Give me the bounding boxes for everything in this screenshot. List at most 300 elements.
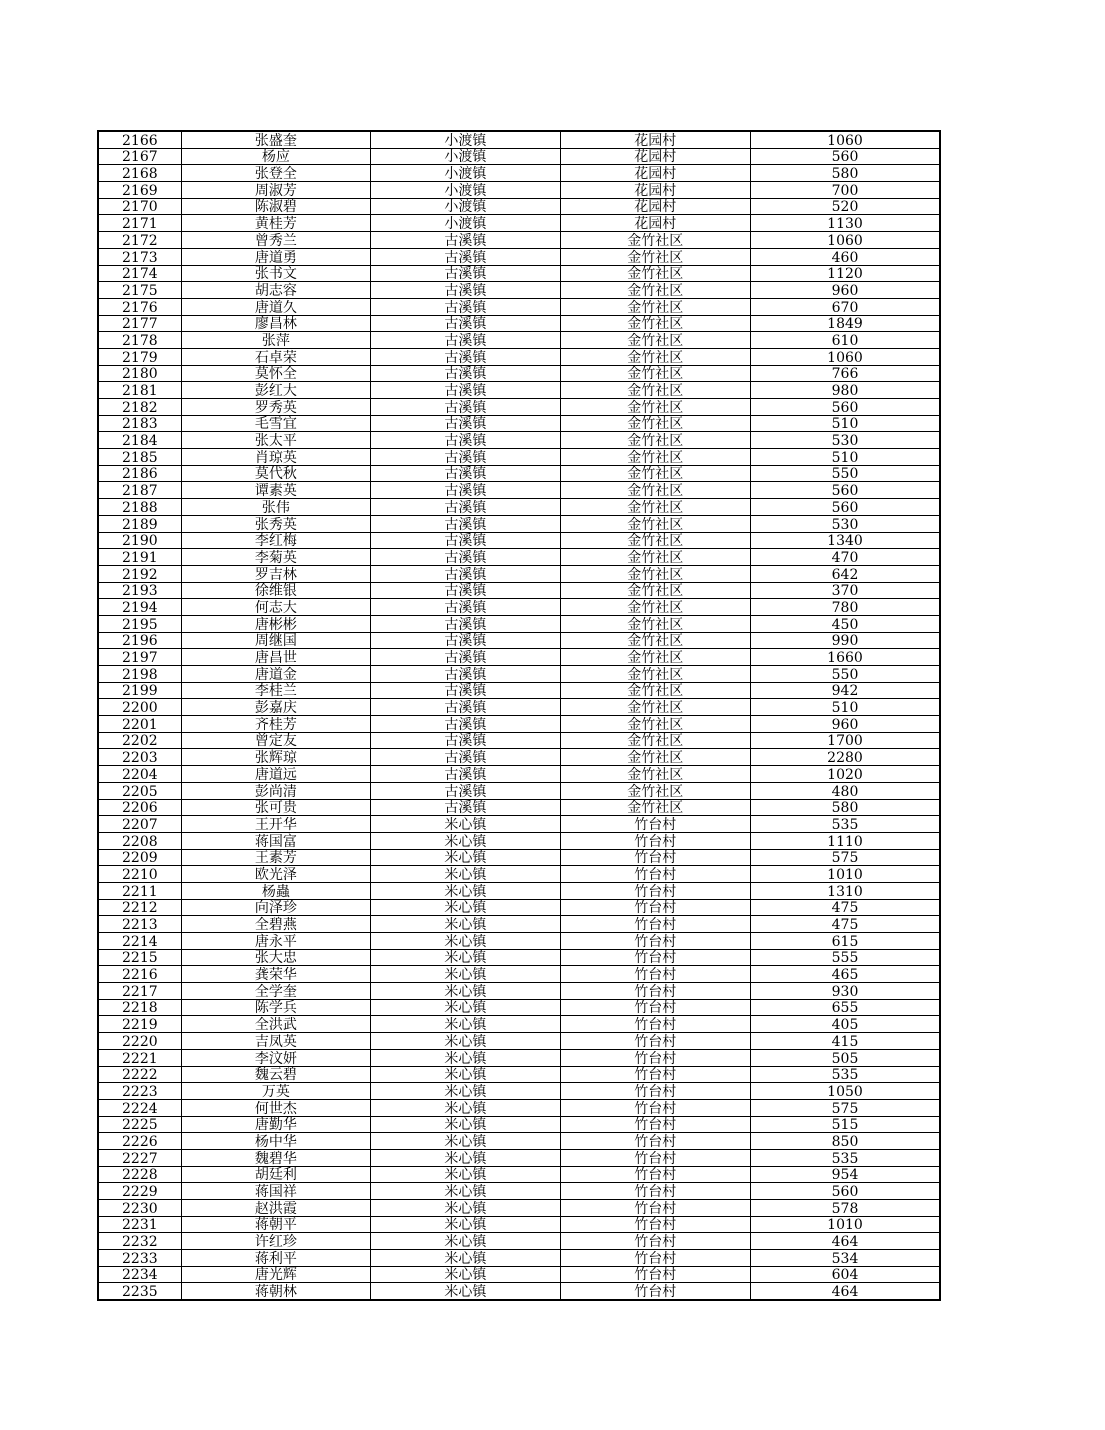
town-cell: 小渡镇: [371, 131, 560, 148]
town-cell: 古溪镇: [371, 565, 560, 582]
row-number-cell: 2199: [98, 682, 181, 699]
amount-cell: 766: [751, 365, 941, 382]
table-row: [98, 265, 940, 282]
town-cell: 古溪镇: [371, 482, 560, 499]
town-cell: 米心镇: [371, 1183, 560, 1200]
amount-cell: 942: [751, 682, 941, 699]
table-row: [98, 1233, 940, 1250]
name-cell: 黄桂芳: [181, 215, 370, 232]
town-cell: 古溪镇: [371, 415, 560, 432]
village-cell: 金竹社区: [560, 649, 750, 666]
name-cell: 李红梅: [181, 532, 370, 549]
name-cell: 周淑芳: [181, 182, 370, 199]
row-number-cell: 2203: [98, 749, 181, 766]
name-cell: 胡廷利: [181, 1166, 370, 1183]
village-cell: 竹台村: [560, 1283, 750, 1300]
row-number-cell: 2214: [98, 933, 181, 950]
row-number-cell: 2210: [98, 866, 181, 883]
village-cell: 金竹社区: [560, 632, 750, 649]
village-cell: 竹台村: [560, 1216, 750, 1233]
village-cell: 金竹社区: [560, 315, 750, 332]
town-cell: 古溪镇: [371, 499, 560, 516]
amount-cell: 642: [751, 565, 941, 582]
name-cell: 李桂兰: [181, 682, 370, 699]
table-row: [98, 1283, 940, 1300]
name-cell: 石卓荣: [181, 348, 370, 365]
table-row: [98, 1033, 940, 1050]
table-row: [98, 399, 940, 416]
village-cell: 竹台村: [560, 816, 750, 833]
village-cell: 金竹社区: [560, 348, 750, 365]
town-cell: 古溪镇: [371, 632, 560, 649]
amount-cell: 1060: [751, 348, 941, 365]
row-number-cell: 2182: [98, 399, 181, 416]
village-cell: 花园村: [560, 198, 750, 215]
town-cell: 小渡镇: [371, 215, 560, 232]
table-row: [98, 1166, 940, 1183]
amount-cell: 575: [751, 849, 941, 866]
table-row: [98, 799, 940, 816]
amount-cell: 1050: [751, 1083, 941, 1100]
village-cell: 花园村: [560, 148, 750, 165]
table-row: [98, 382, 940, 399]
row-number-cell: 2167: [98, 148, 181, 165]
amount-cell: 1110: [751, 832, 941, 849]
village-cell: 金竹社区: [560, 699, 750, 716]
row-number-cell: 2230: [98, 1200, 181, 1217]
village-cell: 花园村: [560, 165, 750, 182]
town-cell: 米心镇: [371, 1250, 560, 1267]
table-row: [98, 332, 940, 349]
amount-cell: 464: [751, 1233, 941, 1250]
row-number-cell: 2171: [98, 215, 181, 232]
amount-cell: 780: [751, 599, 941, 616]
row-number-cell: 2173: [98, 248, 181, 265]
village-cell: 竹台村: [560, 966, 750, 983]
name-cell: 唐道远: [181, 766, 370, 783]
amount-cell: 1120: [751, 265, 941, 282]
row-number-cell: 2229: [98, 1183, 181, 1200]
town-cell: 米心镇: [371, 816, 560, 833]
table-row: [98, 615, 940, 632]
town-cell: 古溪镇: [371, 348, 560, 365]
town-cell: 古溪镇: [371, 465, 560, 482]
town-cell: 米心镇: [371, 1233, 560, 1250]
village-cell: 金竹社区: [560, 682, 750, 699]
amount-cell: 475: [751, 916, 941, 933]
village-cell: 金竹社区: [560, 248, 750, 265]
table-row: [98, 1149, 940, 1166]
row-number-cell: 2206: [98, 799, 181, 816]
table-row: [98, 465, 940, 482]
amount-cell: 465: [751, 966, 941, 983]
village-cell: 竹台村: [560, 1266, 750, 1283]
table-row: [98, 515, 940, 532]
town-cell: 古溪镇: [371, 682, 560, 699]
table-row: [98, 882, 940, 899]
row-number-cell: 2207: [98, 816, 181, 833]
village-cell: 金竹社区: [560, 732, 750, 749]
data-table: [97, 130, 941, 1301]
table-row: [98, 699, 940, 716]
row-number-cell: 2205: [98, 782, 181, 799]
name-cell: 蒋国祥: [181, 1183, 370, 1200]
amount-cell: 615: [751, 933, 941, 950]
name-cell: 王素芳: [181, 849, 370, 866]
amount-cell: 530: [751, 515, 941, 532]
amount-cell: 655: [751, 999, 941, 1016]
town-cell: 米心镇: [371, 1266, 560, 1283]
row-number-cell: 2178: [98, 332, 181, 349]
village-cell: 竹台村: [560, 983, 750, 1000]
town-cell: 古溪镇: [371, 382, 560, 399]
row-number-cell: 2196: [98, 632, 181, 649]
row-number-cell: 2218: [98, 999, 181, 1016]
village-cell: 金竹社区: [560, 515, 750, 532]
town-cell: 古溪镇: [371, 599, 560, 616]
amount-cell: 980: [751, 382, 941, 399]
village-cell: 竹台村: [560, 849, 750, 866]
amount-cell: 534: [751, 1250, 941, 1267]
row-number-cell: 2234: [98, 1266, 181, 1283]
name-cell: 唐道金: [181, 666, 370, 683]
amount-cell: 475: [751, 899, 941, 916]
village-cell: 金竹社区: [560, 615, 750, 632]
town-cell: 米心镇: [371, 916, 560, 933]
amount-cell: 580: [751, 799, 941, 816]
table-row: [98, 198, 940, 215]
name-cell: 莫代秋: [181, 465, 370, 482]
town-cell: 古溪镇: [371, 749, 560, 766]
village-cell: 竹台村: [560, 1016, 750, 1033]
village-cell: 金竹社区: [560, 365, 750, 382]
name-cell: 杨中华: [181, 1133, 370, 1150]
table-row: [98, 482, 940, 499]
name-cell: 唐昌世: [181, 649, 370, 666]
name-cell: 何世杰: [181, 1099, 370, 1116]
name-cell: 谭素英: [181, 482, 370, 499]
village-cell: 竹台村: [560, 1183, 750, 1200]
row-number-cell: 2174: [98, 265, 181, 282]
name-cell: 李菊英: [181, 549, 370, 566]
table-row: [98, 666, 940, 683]
table-row: [98, 298, 940, 315]
amount-cell: 535: [751, 1149, 941, 1166]
table-row: [98, 1133, 940, 1150]
town-cell: 米心镇: [371, 1283, 560, 1300]
row-number-cell: 2170: [98, 198, 181, 215]
amount-cell: 464: [751, 1283, 941, 1300]
amount-cell: 535: [751, 1066, 941, 1083]
amount-cell: 560: [751, 482, 941, 499]
name-cell: 彭尚清: [181, 782, 370, 799]
row-number-cell: 2219: [98, 1016, 181, 1033]
table-row: [98, 899, 940, 916]
town-cell: 古溪镇: [371, 716, 560, 733]
amount-cell: 1020: [751, 766, 941, 783]
table-row: [98, 348, 940, 365]
amount-cell: 405: [751, 1016, 941, 1033]
name-cell: 张可贵: [181, 799, 370, 816]
table-row: [98, 215, 940, 232]
table-row: [98, 832, 940, 849]
row-number-cell: 2172: [98, 232, 181, 249]
table-row: [98, 1083, 940, 1100]
village-cell: 竹台村: [560, 1250, 750, 1267]
table-row: [98, 966, 940, 983]
table-row: [98, 415, 940, 432]
name-cell: 魏云碧: [181, 1066, 370, 1083]
table-row: [98, 582, 940, 599]
table-row: [98, 1183, 940, 1200]
amount-cell: 575: [751, 1099, 941, 1116]
row-number-cell: 2198: [98, 666, 181, 683]
village-cell: 金竹社区: [560, 499, 750, 516]
name-cell: 罗吉林: [181, 565, 370, 582]
table-row: [98, 933, 940, 950]
village-cell: 花园村: [560, 182, 750, 199]
table-row: [98, 1266, 940, 1283]
name-cell: 张书文: [181, 265, 370, 282]
town-cell: 米心镇: [371, 999, 560, 1016]
town-cell: 米心镇: [371, 1200, 560, 1217]
name-cell: 陈淑碧: [181, 198, 370, 215]
table-body: [98, 131, 940, 1300]
name-cell: 周继国: [181, 632, 370, 649]
row-number-cell: 2208: [98, 832, 181, 849]
amount-cell: 1700: [751, 732, 941, 749]
village-cell: 竹台村: [560, 1166, 750, 1183]
name-cell: 齐桂芳: [181, 716, 370, 733]
town-cell: 米心镇: [371, 983, 560, 1000]
row-number-cell: 2177: [98, 315, 181, 332]
town-cell: 米心镇: [371, 1099, 560, 1116]
name-cell: 张登全: [181, 165, 370, 182]
village-cell: 金竹社区: [560, 782, 750, 799]
table-row: [98, 182, 940, 199]
town-cell: 米心镇: [371, 949, 560, 966]
town-cell: 古溪镇: [371, 449, 560, 466]
name-cell: 杨蟲: [181, 882, 370, 899]
amount-cell: 960: [751, 282, 941, 299]
village-cell: 竹台村: [560, 1099, 750, 1116]
row-number-cell: 2169: [98, 182, 181, 199]
town-cell: 古溪镇: [371, 582, 560, 599]
amount-cell: 610: [751, 332, 941, 349]
amount-cell: 580: [751, 165, 941, 182]
village-cell: 金竹社区: [560, 766, 750, 783]
table-row: [98, 248, 940, 265]
name-cell: 张大忠: [181, 949, 370, 966]
row-number-cell: 2201: [98, 716, 181, 733]
amount-cell: 578: [751, 1200, 941, 1217]
village-cell: 竹台村: [560, 1116, 750, 1133]
town-cell: 米心镇: [371, 1083, 560, 1100]
table-row: [98, 599, 940, 616]
town-cell: 古溪镇: [371, 282, 560, 299]
village-cell: 金竹社区: [560, 799, 750, 816]
row-number-cell: 2195: [98, 615, 181, 632]
village-cell: 金竹社区: [560, 265, 750, 282]
name-cell: 罗秀英: [181, 399, 370, 416]
row-number-cell: 2190: [98, 532, 181, 549]
name-cell: 张萍: [181, 332, 370, 349]
amount-cell: 990: [751, 632, 941, 649]
town-cell: 米心镇: [371, 1216, 560, 1233]
table-row: [98, 1216, 940, 1233]
town-cell: 米心镇: [371, 1149, 560, 1166]
table-row: [98, 682, 940, 699]
table-row: [98, 131, 940, 148]
row-number-cell: 2202: [98, 732, 181, 749]
village-cell: 金竹社区: [560, 582, 750, 599]
name-cell: 全学奎: [181, 983, 370, 1000]
row-number-cell: 2186: [98, 465, 181, 482]
village-cell: 金竹社区: [560, 432, 750, 449]
village-cell: 竹台村: [560, 916, 750, 933]
town-cell: 米心镇: [371, 966, 560, 983]
village-cell: 金竹社区: [560, 666, 750, 683]
town-cell: 米心镇: [371, 1066, 560, 1083]
town-cell: 米心镇: [371, 1033, 560, 1050]
village-cell: 花园村: [560, 131, 750, 148]
town-cell: 古溪镇: [371, 365, 560, 382]
town-cell: 米心镇: [371, 1049, 560, 1066]
amount-cell: 960: [751, 716, 941, 733]
amount-cell: 415: [751, 1033, 941, 1050]
amount-cell: 510: [751, 415, 941, 432]
town-cell: 古溪镇: [371, 666, 560, 683]
row-number-cell: 2204: [98, 766, 181, 783]
village-cell: 竹台村: [560, 1083, 750, 1100]
name-cell: 毛雪宜: [181, 415, 370, 432]
name-cell: 全碧燕: [181, 916, 370, 933]
village-cell: 竹台村: [560, 1149, 750, 1166]
table-row: [98, 1016, 940, 1033]
amount-cell: 700: [751, 182, 941, 199]
amount-cell: 1310: [751, 882, 941, 899]
town-cell: 古溪镇: [371, 766, 560, 783]
village-cell: 竹台村: [560, 1233, 750, 1250]
table-row: [98, 499, 940, 516]
village-cell: 竹台村: [560, 899, 750, 916]
amount-cell: 560: [751, 399, 941, 416]
town-cell: 古溪镇: [371, 332, 560, 349]
town-cell: 米心镇: [371, 1166, 560, 1183]
village-cell: 金竹社区: [560, 399, 750, 416]
village-cell: 金竹社区: [560, 415, 750, 432]
amount-cell: 2280: [751, 749, 941, 766]
row-number-cell: 2188: [98, 499, 181, 516]
town-cell: 古溪镇: [371, 532, 560, 549]
row-number-cell: 2212: [98, 899, 181, 916]
town-cell: 古溪镇: [371, 649, 560, 666]
name-cell: 王开华: [181, 816, 370, 833]
town-cell: 米心镇: [371, 1133, 560, 1150]
amount-cell: 604: [751, 1266, 941, 1283]
village-cell: 金竹社区: [560, 532, 750, 549]
table-row: [98, 816, 940, 833]
row-number-cell: 2227: [98, 1149, 181, 1166]
name-cell: 向泽珍: [181, 899, 370, 916]
name-cell: 张伟: [181, 499, 370, 516]
village-cell: 竹台村: [560, 1066, 750, 1083]
table-row: [98, 148, 940, 165]
row-number-cell: 2168: [98, 165, 181, 182]
town-cell: 米心镇: [371, 933, 560, 950]
village-cell: 金竹社区: [560, 749, 750, 766]
table-row: [98, 1250, 940, 1267]
table-row: [98, 365, 940, 382]
name-cell: 莫怀全: [181, 365, 370, 382]
amount-cell: 535: [751, 816, 941, 833]
row-number-cell: 2216: [98, 966, 181, 983]
name-cell: 陈学兵: [181, 999, 370, 1016]
table-row: [98, 565, 940, 582]
name-cell: 蒋利平: [181, 1250, 370, 1267]
row-number-cell: 2185: [98, 449, 181, 466]
name-cell: 许红珍: [181, 1233, 370, 1250]
table-row: [98, 232, 940, 249]
town-cell: 古溪镇: [371, 732, 560, 749]
amount-cell: 1849: [751, 315, 941, 332]
name-cell: 何志大: [181, 599, 370, 616]
row-number-cell: 2184: [98, 432, 181, 449]
name-cell: 唐永平: [181, 933, 370, 950]
town-cell: 米心镇: [371, 832, 560, 849]
amount-cell: 550: [751, 666, 941, 683]
amount-cell: 1060: [751, 232, 941, 249]
village-cell: 竹台村: [560, 1133, 750, 1150]
village-cell: 花园村: [560, 215, 750, 232]
name-cell: 吉凤英: [181, 1033, 370, 1050]
row-number-cell: 2222: [98, 1066, 181, 1083]
table-row: [98, 1049, 940, 1066]
amount-cell: 930: [751, 983, 941, 1000]
town-cell: 古溪镇: [371, 549, 560, 566]
town-cell: 古溪镇: [371, 248, 560, 265]
amount-cell: 505: [751, 1049, 941, 1066]
town-cell: 古溪镇: [371, 315, 560, 332]
amount-cell: 954: [751, 1166, 941, 1183]
amount-cell: 560: [751, 499, 941, 516]
name-cell: 徐维银: [181, 582, 370, 599]
village-cell: 金竹社区: [560, 449, 750, 466]
amount-cell: 510: [751, 699, 941, 716]
amount-cell: 1660: [751, 649, 941, 666]
name-cell: 李汶妍: [181, 1049, 370, 1066]
amount-cell: 1340: [751, 532, 941, 549]
row-number-cell: 2220: [98, 1033, 181, 1050]
village-cell: 金竹社区: [560, 298, 750, 315]
town-cell: 小渡镇: [371, 198, 560, 215]
row-number-cell: 2223: [98, 1083, 181, 1100]
town-cell: 米心镇: [371, 899, 560, 916]
row-number-cell: 2233: [98, 1250, 181, 1267]
table-row: [98, 1200, 940, 1217]
row-number-cell: 2215: [98, 949, 181, 966]
amount-cell: 470: [751, 549, 941, 566]
row-number-cell: 2192: [98, 565, 181, 582]
village-cell: 金竹社区: [560, 599, 750, 616]
name-cell: 张太平: [181, 432, 370, 449]
village-cell: 竹台村: [560, 866, 750, 883]
table-row: [98, 749, 940, 766]
name-cell: 蒋朝平: [181, 1216, 370, 1233]
table-row: [98, 732, 940, 749]
village-cell: 金竹社区: [560, 716, 750, 733]
village-cell: 金竹社区: [560, 482, 750, 499]
